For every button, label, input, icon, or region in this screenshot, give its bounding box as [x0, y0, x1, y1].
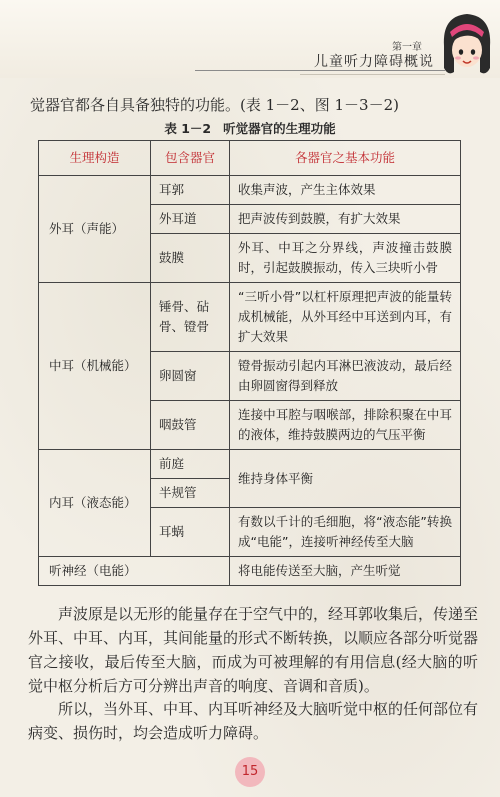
body-paragraph-2: 所以，当外耳、中耳、内耳听神经及大脑听觉中枢的任何部位有病变、损伤时，均会造成听力障碍。 [28, 700, 479, 742]
function-cell: 有数以千计的毛细胞，将“液态能”转换成“电能”，连接听神经传至大脑 [230, 508, 461, 557]
organ-cell: 鼓膜 [151, 234, 230, 283]
function-cell: 镫骨振动引起内耳淋巴液波动，最后经由卵圆窗得到释放 [230, 352, 461, 401]
table-row [39, 176, 461, 205]
group-outer-ear: 外耳（声能） [39, 176, 151, 283]
intro-text: 觉器官都各自具备独特的功能。(表 1－2、图 1－3－2) [30, 96, 399, 114]
group-inner-ear: 内耳（液态能） [39, 450, 151, 557]
table-row [39, 450, 461, 479]
table-header-row [39, 141, 461, 176]
organ-cell: 咽鼓管 [151, 401, 230, 450]
table-caption-number: 表 1－2 [164, 121, 212, 136]
function-cell: 外耳、中耳之分界线，声波撞击鼓膜时，引起鼓膜振动，传入三块听小骨 [230, 234, 461, 283]
page-header [0, 0, 500, 78]
header-rule-secondary [300, 74, 445, 75]
function-cell: 把声波传到鼓膜，有扩大效果 [230, 205, 461, 234]
table-caption-title: 听觉器官的生理功能 [223, 121, 336, 136]
organ-cell: 耳郭 [151, 176, 230, 205]
chapter-title: 儿童听力障碍概说 [314, 54, 434, 70]
function-cell: 将电能传送至大脑，产生听觉 [230, 557, 461, 586]
function-cell: 连接中耳腔与咽喉部，排除积聚在中耳的液体，维持鼓膜两边的气压平衡 [230, 401, 461, 450]
table-row [39, 557, 461, 586]
header-rule [195, 70, 445, 71]
function-cell: “三听小骨”以杠杆原理把声波的能量转成机械能，从外耳经中耳送到内耳，有扩大效果 [230, 283, 461, 352]
header-function: 各器官之基本功能 [230, 141, 461, 176]
organ-cell: 耳蜗 [151, 508, 230, 557]
group-middle-ear: 中耳（机械能） [39, 283, 151, 450]
table-caption [0, 119, 500, 137]
chapter-label: 第一章 [392, 42, 422, 53]
girl-mascot-icon [438, 6, 496, 80]
group-auditory-nerve: 听神经（电能） [39, 557, 230, 586]
organ-cell: 锤骨、砧骨、镫骨 [151, 283, 230, 352]
organ-cell: 半规管 [151, 479, 230, 508]
body-paragraph-1: 声波原是以无形的能量存在于空气中的，经耳郭收集后，传递至外耳、中耳、内耳，其间能量的形式不断转换，以顺应各部分听觉器官之接收，最后传至大脑，而成为可被理解的有用信息(经大脑的听觉中枢分析后方可分辨出声音的响度、音调和音质)。 [28, 605, 479, 695]
function-cell: 收集声波，产生主体效果 [230, 176, 461, 205]
organ-cell: 前庭 [151, 450, 230, 479]
page-number-badge: 15 [235, 757, 265, 787]
header-organ: 包含器官 [151, 141, 230, 176]
header-structure: 生理构造 [39, 141, 151, 176]
function-cell: 维持身体平衡 [230, 450, 461, 508]
organ-cell: 卵圆窗 [151, 352, 230, 401]
table-row [39, 283, 461, 352]
organ-cell: 外耳道 [151, 205, 230, 234]
physiology-table [38, 140, 461, 586]
